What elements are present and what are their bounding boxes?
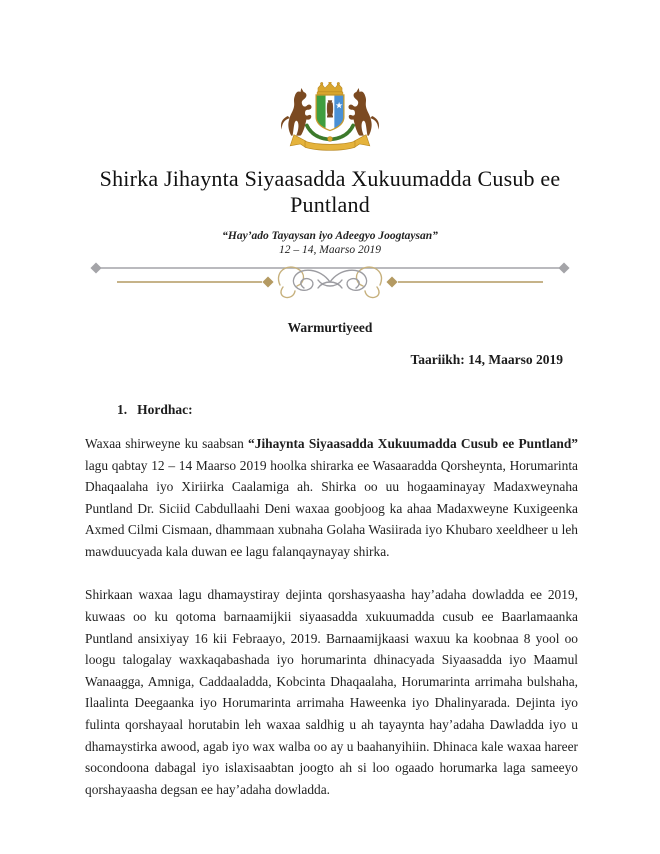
divider-container <box>0 260 660 300</box>
section-title: Hordhac: <box>137 401 193 417</box>
memo-date: Taariikh: 14, Maarso 2019 <box>410 351 563 367</box>
page-title <box>50 166 610 218</box>
paragraph-1-bold-phrase: “Jihaynta Siyaasadda Xukuumadda Cusub ee Puntland” <box>248 435 578 451</box>
decorative-flourish-divider-icon <box>87 260 573 300</box>
event-dates-text: 12 – 14, Maarso 2019 <box>279 243 381 256</box>
page-title-line2: Puntland <box>290 191 370 217</box>
page-title-line1: Shirka Jihaynta Siyaasadda Xukuumadda Cusub ee <box>99 166 561 191</box>
memo-heading: Warmurtiyeed <box>287 319 373 335</box>
emblem-container <box>0 0 660 156</box>
paragraph-2: Shirkaan waxaa lagu dhamaystiray dejinta qorshasyaasha hay’adaha dowladda ee 2019, kuwaas oo ku qotoma barnaamijkii siyaasadda xukuumadda cusub ee Baarlamaanka Puntland ansixiyay 16 kii Febraayo, 2019. Barnaamijkaasi waxuu ka koobnaa 8 yool oo loogu talogalay waxkaqabashada iyo horumarinta dhinacyada Siyaasadda iyo Maamul Wanaagga, Amniga, Caddaaladda, Kobcinta Dhaqaalaha, Horumarinta arrimaha bulshaha, Ilaalinta Deegaanka iyo Horumarinta arrimaha Haweenka iyo Dhalinyarada. Dejinta iyo fulinta qorshayaal horutabin leh waxaa saldhig u ah tayaynta hay’adaha Dawladda iyo u dhamaystirka awood, agab iyo wax walba oo ay u baahanyihiin. Dhinaca kale waxaa hareer socondoona dabagal iyo islaxisaabtan joogto ah si loo ogaado horumarka laga sameeyo qorshayaasha degsan ee hay’adaha dowladda. <box>85 587 578 797</box>
section-number: 1. <box>117 401 128 417</box>
document-body <box>85 433 578 801</box>
paragraph-1 <box>85 433 578 563</box>
puntland-coat-of-arms-icon <box>265 82 395 156</box>
motto-text: “Hay’ado Tayaysan iyo Adeegyo Joogtaysan” <box>222 229 438 242</box>
paragraph-1-lead: Waxaa shirweyne ku saabsan <box>85 435 249 451</box>
section-heading-hordhac <box>117 402 660 418</box>
paragraph-1-rest: lagu qabtay 12 – 14 Maarso 2019 hoolka shirarka ee Wasaaradda Qorsheynta, Horumarinta Dhaqaalaha iyo Xiriirka Caalamiga ah. Shirka oo uu hogaaminayay Madaxweynaha Puntland Dr. Siciid Cabdullaahi Deni waxaa goobjoog ka ahaa Madaxweyne Kuxigeenka Axmed Cilmi Cismaan, dhammaan xubnaha Golaha Wasiirada iyo Khubaro xeeldheer u leh mawduucyada kala duwan ee lagu falanqaynayay shirka. <box>85 457 578 559</box>
